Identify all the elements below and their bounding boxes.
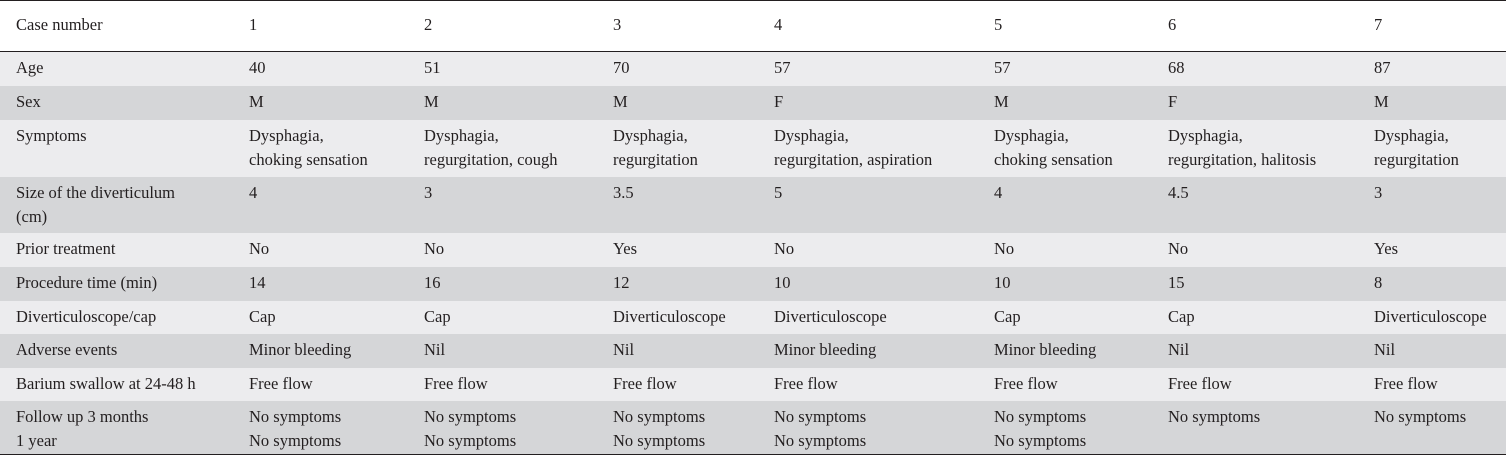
row-label: Sex bbox=[16, 91, 41, 111]
table-row bbox=[0, 177, 1506, 233]
column-header: 5 bbox=[978, 1, 1152, 52]
table-cell: 8 bbox=[1374, 272, 1383, 292]
table-cell: Dysphagia, regurgitation, halitosis bbox=[1168, 125, 1317, 169]
table-cell: 15 bbox=[1168, 272, 1185, 292]
table-cell: No symptoms No symptoms bbox=[978, 401, 1152, 455]
row-label: Follow up 3 months 1 year bbox=[0, 401, 233, 455]
column-header: Case number bbox=[0, 1, 233, 52]
table-header-row bbox=[0, 1, 1506, 52]
table-cell: No symptoms No symptoms bbox=[233, 401, 408, 455]
table-cell: No bbox=[994, 238, 1015, 258]
table-cell: Cap bbox=[249, 306, 276, 326]
table-cell: No bbox=[774, 238, 795, 258]
table-cell: 10 bbox=[774, 272, 791, 292]
table-cell: No bbox=[1168, 238, 1189, 258]
row-label: Symptoms bbox=[16, 125, 87, 145]
table-row bbox=[0, 267, 1506, 301]
row-label: Size of the diverticulum (cm) bbox=[16, 182, 175, 226]
table-cell: Free flow bbox=[774, 373, 838, 393]
table-cell: Dysphagia, choking sensation bbox=[249, 125, 368, 169]
column-header: 6 bbox=[1152, 1, 1358, 52]
table-cell: Free flow bbox=[249, 373, 313, 393]
table-cell: Nil bbox=[613, 339, 635, 359]
table-cell: Dysphagia, regurgitation bbox=[1374, 125, 1459, 169]
table-cell: Cap bbox=[994, 306, 1021, 326]
table-cell: No symptoms No symptoms bbox=[597, 401, 758, 455]
table-cell: Free flow bbox=[994, 373, 1058, 393]
table-cell: Yes bbox=[613, 238, 638, 258]
table-cell: Free flow bbox=[613, 373, 677, 393]
table-cell: M bbox=[424, 91, 439, 111]
table-cell: Dysphagia, regurgitation, cough bbox=[424, 125, 558, 169]
row-label: Barium swallow at 24-48 h bbox=[16, 373, 196, 393]
table-row bbox=[0, 52, 1506, 86]
table-cell: 14 bbox=[249, 272, 266, 292]
table-cell: 70 bbox=[613, 58, 630, 77]
row-label: Adverse events bbox=[16, 339, 118, 359]
column-header: 4 bbox=[758, 1, 978, 52]
row-label: Age bbox=[16, 58, 44, 77]
table-row bbox=[0, 86, 1506, 120]
table-cell: 5 bbox=[774, 182, 783, 202]
table-cell: 87 bbox=[1374, 58, 1391, 77]
table-cell: 51 bbox=[424, 58, 441, 77]
table-cell: F bbox=[774, 91, 784, 111]
table-row bbox=[0, 120, 1506, 177]
table-cell: Free flow bbox=[424, 373, 488, 393]
table-cell: Diverticuloscope bbox=[1374, 306, 1487, 326]
table-cell: M bbox=[994, 91, 1009, 111]
table-cell: 57 bbox=[774, 58, 791, 77]
table-cell: F bbox=[1168, 91, 1178, 111]
column-header: 7 bbox=[1358, 1, 1506, 52]
table-cell: Minor bleeding bbox=[994, 339, 1097, 359]
table-cell: No symptoms bbox=[1152, 401, 1358, 455]
table-cell: Minor bleeding bbox=[249, 339, 352, 359]
table-cell: 16 bbox=[424, 272, 441, 292]
table-cell: M bbox=[249, 91, 264, 111]
row-label: Prior treatment bbox=[16, 238, 116, 258]
table-cell: Yes bbox=[1374, 238, 1399, 258]
table-cell: Dysphagia, choking sensation bbox=[994, 125, 1113, 169]
table-cell: Nil bbox=[1168, 339, 1190, 359]
table-cell: Diverticuloscope bbox=[613, 306, 726, 326]
table-cell: 12 bbox=[613, 272, 630, 292]
table-cell: No symptoms No symptoms bbox=[758, 401, 978, 455]
table-row bbox=[0, 334, 1506, 368]
table-cell: 10 bbox=[994, 272, 1011, 292]
table-row bbox=[0, 233, 1506, 267]
table-row bbox=[0, 401, 1506, 455]
column-header: 1 bbox=[233, 1, 408, 52]
table-cell: Nil bbox=[1374, 339, 1396, 359]
table-cell: 4.5 bbox=[1168, 182, 1189, 202]
table-cell: 4 bbox=[249, 182, 258, 202]
column-header: 2 bbox=[408, 1, 597, 52]
row-label: Diverticuloscope/cap bbox=[16, 306, 157, 326]
table-cell: M bbox=[613, 91, 628, 111]
table-cell: No bbox=[249, 238, 270, 258]
table-cell: Cap bbox=[424, 306, 451, 326]
table-cell: No symptoms bbox=[1358, 401, 1506, 455]
table-cell: Diverticuloscope bbox=[774, 306, 887, 326]
table-cell: No symptoms No symptoms bbox=[408, 401, 597, 455]
table-cell: 4 bbox=[994, 182, 1003, 202]
table-cell: Cap bbox=[1168, 306, 1195, 326]
table-cell: 57 bbox=[994, 58, 1011, 77]
table-cell: Dysphagia, regurgitation, aspiration bbox=[774, 125, 933, 169]
table-row bbox=[0, 301, 1506, 334]
table-cell: 3.5 bbox=[613, 182, 634, 202]
table-cell: Free flow bbox=[1374, 373, 1438, 393]
table-cell: 68 bbox=[1168, 58, 1185, 77]
row-label: Procedure time (min) bbox=[16, 272, 158, 292]
table-cell: 40 bbox=[249, 58, 266, 77]
table-cell: M bbox=[1374, 91, 1389, 111]
table-cell: 3 bbox=[1374, 182, 1383, 202]
table-cell: Dysphagia, regurgitation bbox=[613, 125, 698, 169]
table-cell: Minor bleeding bbox=[774, 339, 877, 359]
table-row bbox=[0, 368, 1506, 401]
table-cell: Free flow bbox=[1168, 373, 1232, 393]
table-cell: 3 bbox=[424, 182, 433, 202]
table-cell: Nil bbox=[424, 339, 446, 359]
table-cell: No bbox=[424, 238, 445, 258]
column-header: 3 bbox=[597, 1, 758, 52]
